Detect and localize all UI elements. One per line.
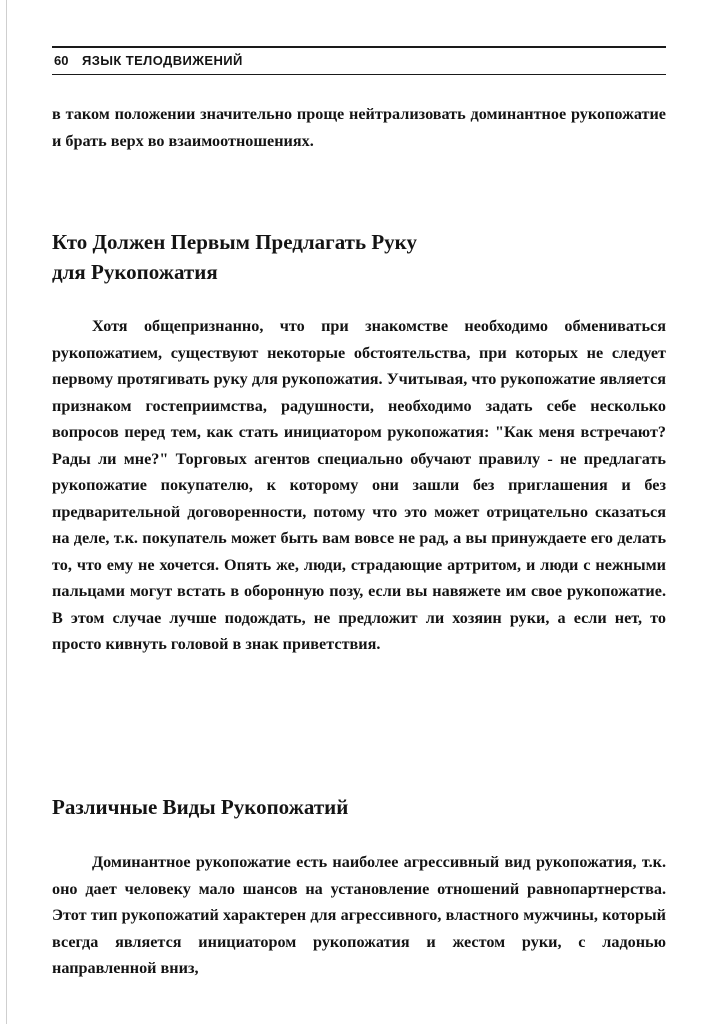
section-2-paragraph: Доминантное рукопожатие есть наиболее агрессивный вид рукопожатия, т.к. оно дает человеку мало шансов на установление отношений равнопартнерства. Этот тип рукопожатий характерен для агрессивного, властного мужчины, который всегда является инициатором рукопожатия и жестом руки, с ладонью направленной вниз, xyxy=(52,853,666,977)
section-heading-who-offers-hand xyxy=(52,227,666,287)
running-title: ЯЗЫК ТЕЛОДВИЖЕНИЙ xyxy=(82,53,243,68)
section-1-paragraph: Хотя общепризнанно, что при знакомстве необходимо обмениваться рукопожатием, существуют некоторые обстоятельства, при которых не следует первому протягивать руку для рукопожатия. Учитывая, что рукопожатие является признаком гостеприимства, радушности, необходимо задать себе несколько вопросов перед тем, как стать инициатором рукопожатия: "Как меня встречают? Рады ли мне?" Торговых агентов специально обучают правилу - не предлагать рукопожатие покупателю, к которому они зашли без приглашения и без предварительной договоренности, потому что это может отрицательно сказаться на деле, т.к. покупатель может быть вам вовсе не рад, а вы принуждаете его делать то, что ему не хочется. Опять же, люди, страдающие артритом, и люди с нежными пальцами могут встать в оборонную позу, если вы навяжете им свое рукопожатие. В этом случае лучше подождать, не предложит ли хозяин руки, а если нет, то просто кивнуть головой в знак приветствия. xyxy=(52,317,666,653)
section-heading-handshake-types: Различные Виды Рукопожатий xyxy=(52,795,349,819)
continuation-paragraph: в таком положении значительно проще нейтрализовать доминантное рукопожатие и брать верх во взаимоотношениях. xyxy=(52,105,666,150)
page-edge-line xyxy=(6,0,7,1024)
header-row xyxy=(52,48,666,74)
heading-line-2: для Рукопожатия xyxy=(52,260,218,284)
heading-line-1: Кто Должен Первым Предлагать Руку xyxy=(52,230,417,254)
page-number: 60 xyxy=(54,53,69,68)
header-rule-bottom xyxy=(52,74,666,75)
running-header xyxy=(52,46,666,75)
